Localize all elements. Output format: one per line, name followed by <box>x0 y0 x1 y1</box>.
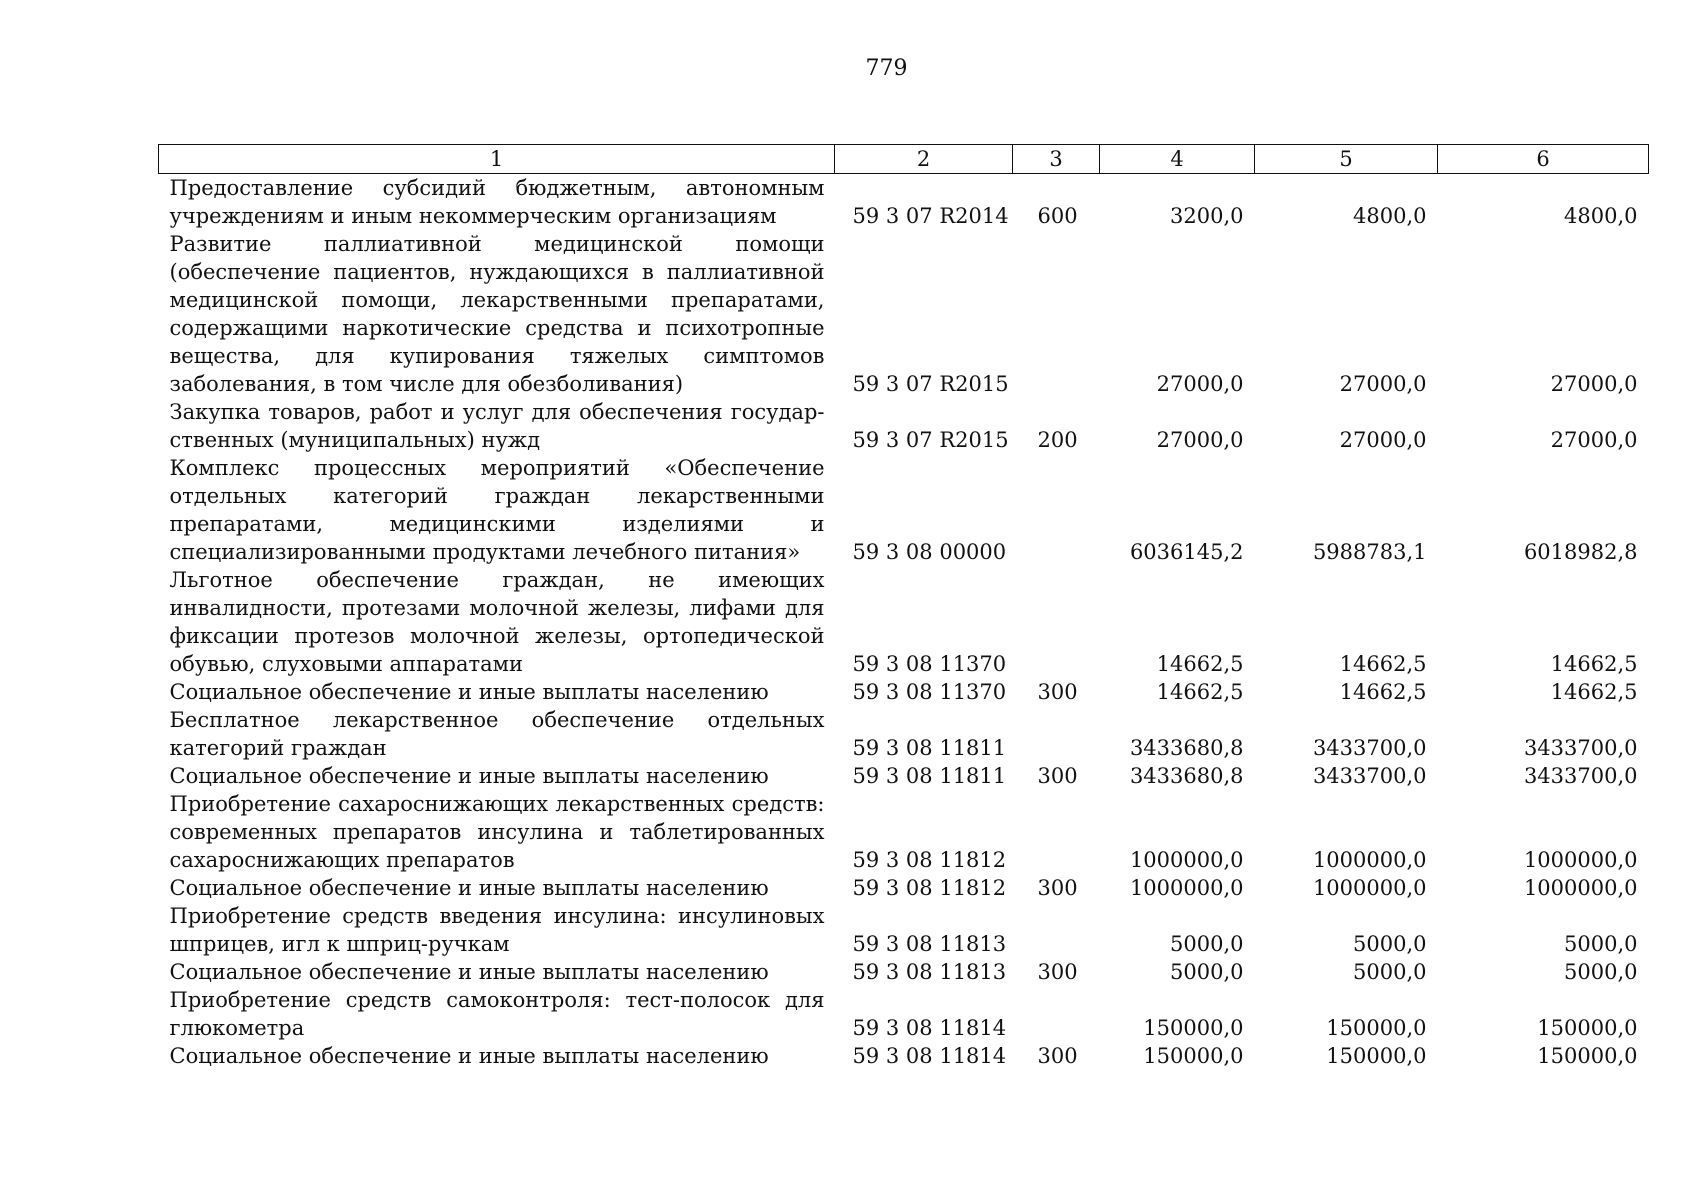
row-description: Предоставление субсидий бюджетным, автономным учреждениям и иным некоммерческим организациям <box>169 176 825 228</box>
table-row <box>159 986 1649 1042</box>
row-expense-type: 300 <box>1037 1044 1078 1068</box>
row-value-5: 150000,0 <box>1326 1044 1427 1068</box>
row-description: Льготное обеспечение граждан, не имеющих инвалидности, протезами молочной железы, лифами для фиксации протезов молочной железы, ортопедической обувью, слуховыми аппаратами <box>169 568 825 676</box>
row-code: 59 3 08 11811 <box>852 736 1007 760</box>
row-value-6: 3433700,0 <box>1523 736 1638 760</box>
row-code: 59 3 08 11370 <box>852 680 1007 704</box>
row-value-6: 27000,0 <box>1550 428 1638 452</box>
row-value-6: 5000,0 <box>1564 960 1638 984</box>
table-row <box>159 1042 1649 1070</box>
row-code: 59 3 08 11370 <box>852 652 1007 676</box>
table-row <box>159 454 1649 566</box>
row-description: Социальное обеспечение и иные выплаты населению <box>169 680 769 704</box>
row-value-6: 1000000,0 <box>1523 848 1638 872</box>
row-expense-type: 300 <box>1037 876 1078 900</box>
row-value-6: 6018982,8 <box>1523 540 1638 564</box>
row-code: 59 3 08 11814 <box>852 1044 1007 1068</box>
row-value-4: 5000,0 <box>1170 932 1244 956</box>
row-code: 59 3 08 11814 <box>852 1016 1007 1040</box>
row-value-4: 3433680,8 <box>1129 736 1244 760</box>
row-value-4: 1000000,0 <box>1129 848 1244 872</box>
table-row <box>159 762 1649 790</box>
table-row <box>159 874 1649 902</box>
row-expense-type <box>1013 230 1100 398</box>
row-expense-type: 600 <box>1037 204 1078 228</box>
header-cell-4: 4 <box>1100 145 1255 174</box>
row-value-5: 27000,0 <box>1339 428 1427 452</box>
row-code: 59 3 08 11812 <box>852 848 1007 872</box>
row-value-5: 27000,0 <box>1339 372 1427 396</box>
page-number: 779 <box>865 56 908 81</box>
row-value-5: 150000,0 <box>1326 1016 1427 1040</box>
row-value-5: 5000,0 <box>1353 960 1427 984</box>
table-row <box>159 902 1649 958</box>
row-value-6: 4800,0 <box>1564 204 1638 228</box>
row-expense-type <box>1013 566 1100 678</box>
header-row <box>159 145 1649 174</box>
header-cell-5: 5 <box>1255 145 1438 174</box>
row-value-5: 4800,0 <box>1353 204 1427 228</box>
row-description: Закупка товаров, работ и услуг для обеспечения государственных (муниципальных) нужд <box>169 400 825 452</box>
budget-table <box>158 144 1649 1070</box>
row-value-4: 1000000,0 <box>1129 876 1244 900</box>
table-row <box>159 678 1649 706</box>
row-value-5: 3433700,0 <box>1312 736 1427 760</box>
header-cell-2: 2 <box>835 145 1013 174</box>
row-value-4: 150000,0 <box>1143 1044 1244 1068</box>
row-expense-type <box>1013 986 1100 1042</box>
table-row <box>159 566 1649 678</box>
row-value-4: 3433680,8 <box>1129 764 1244 788</box>
row-description: Приобретение сахароснижающих лекарственных средств: современных препаратов инсулина и таблетированных сахароснижающих препаратов <box>169 792 825 872</box>
row-description: Социальное обеспечение и иные выплаты населению <box>169 960 769 984</box>
row-code: 59 3 08 11813 <box>852 932 1007 956</box>
table-row <box>159 958 1649 986</box>
row-expense-type <box>1013 454 1100 566</box>
row-description: Комплекс процессных мероприятий «Обеспечение отдельных категорий граждан лекарственными препаратами, медицинскими изделиями и специализированными продуктами лечебного питания» <box>169 456 825 564</box>
row-value-6: 1000000,0 <box>1523 876 1638 900</box>
row-value-6: 14662,5 <box>1550 652 1638 676</box>
row-value-5: 5000,0 <box>1353 932 1427 956</box>
row-value-4: 3200,0 <box>1170 204 1244 228</box>
row-value-4: 14662,5 <box>1156 680 1244 704</box>
row-expense-type: 300 <box>1037 680 1078 704</box>
row-value-5: 14662,5 <box>1339 652 1427 676</box>
row-value-5: 5988783,1 <box>1312 540 1427 564</box>
row-expense-type <box>1013 902 1100 958</box>
row-value-6: 5000,0 <box>1564 932 1638 956</box>
table-row <box>159 706 1649 762</box>
header-cell-6: 6 <box>1438 145 1649 174</box>
row-value-6: 150000,0 <box>1537 1044 1638 1068</box>
row-value-4: 5000,0 <box>1170 960 1244 984</box>
row-code: 59 3 07 R2015 <box>852 372 1009 396</box>
row-code: 59 3 08 11811 <box>852 764 1007 788</box>
row-value-6: 3433700,0 <box>1523 764 1638 788</box>
row-description: Бесплатное лекарственное обеспечение отдельных категорий граждан <box>169 708 825 760</box>
table-row <box>159 174 1649 231</box>
row-expense-type: 300 <box>1037 764 1078 788</box>
row-value-5: 14662,5 <box>1339 680 1427 704</box>
row-code: 59 3 07 R2014 <box>852 204 1009 228</box>
row-code: 59 3 07 R2015 <box>852 428 1009 452</box>
table-row <box>159 398 1649 454</box>
row-description: Развитие паллиативной медицинской помощи (обеспечение пациентов, нуждающихся в паллиативной медицинской помощи, лекарственными препаратами, содержащими наркотические средства и психотропные вещества, для купирования тяжелых симптомов заболевания, в том числе для обезболивания) <box>169 232 825 396</box>
row-code: 59 3 08 11813 <box>852 960 1007 984</box>
header-cell-3: 3 <box>1013 145 1100 174</box>
row-value-5: 1000000,0 <box>1312 876 1427 900</box>
row-expense-type: 300 <box>1037 960 1078 984</box>
row-value-4: 27000,0 <box>1156 428 1244 452</box>
row-description: Социальное обеспечение и иные выплаты населению <box>169 764 769 788</box>
row-value-6: 27000,0 <box>1550 372 1638 396</box>
row-value-5: 3433700,0 <box>1312 764 1427 788</box>
header-cell-1: 1 <box>159 145 835 174</box>
row-description: Социальное обеспечение и иные выплаты населению <box>169 876 769 900</box>
row-expense-type <box>1013 790 1100 874</box>
row-code: 59 3 08 00000 <box>852 540 1007 564</box>
row-code: 59 3 08 11812 <box>852 876 1007 900</box>
table-row <box>159 230 1649 398</box>
row-value-4: 150000,0 <box>1143 1016 1244 1040</box>
row-description: Приобретение средств введения инсулина: инсулиновых шприцев, игл к шприц-ручкам <box>169 904 825 956</box>
row-value-6: 150000,0 <box>1537 1016 1638 1040</box>
row-expense-type <box>1013 706 1100 762</box>
row-description: Социальное обеспечение и иные выплаты населению <box>169 1044 769 1068</box>
row-value-4: 6036145,2 <box>1129 540 1244 564</box>
row-expense-type: 200 <box>1037 428 1078 452</box>
table-row <box>159 790 1649 874</box>
row-value-6: 14662,5 <box>1550 680 1638 704</box>
row-value-4: 27000,0 <box>1156 372 1244 396</box>
row-value-4: 14662,5 <box>1156 652 1244 676</box>
row-description: Приобретение средств самоконтроля: тест-полосок для глюкометра <box>169 988 825 1040</box>
row-value-5: 1000000,0 <box>1312 848 1427 872</box>
